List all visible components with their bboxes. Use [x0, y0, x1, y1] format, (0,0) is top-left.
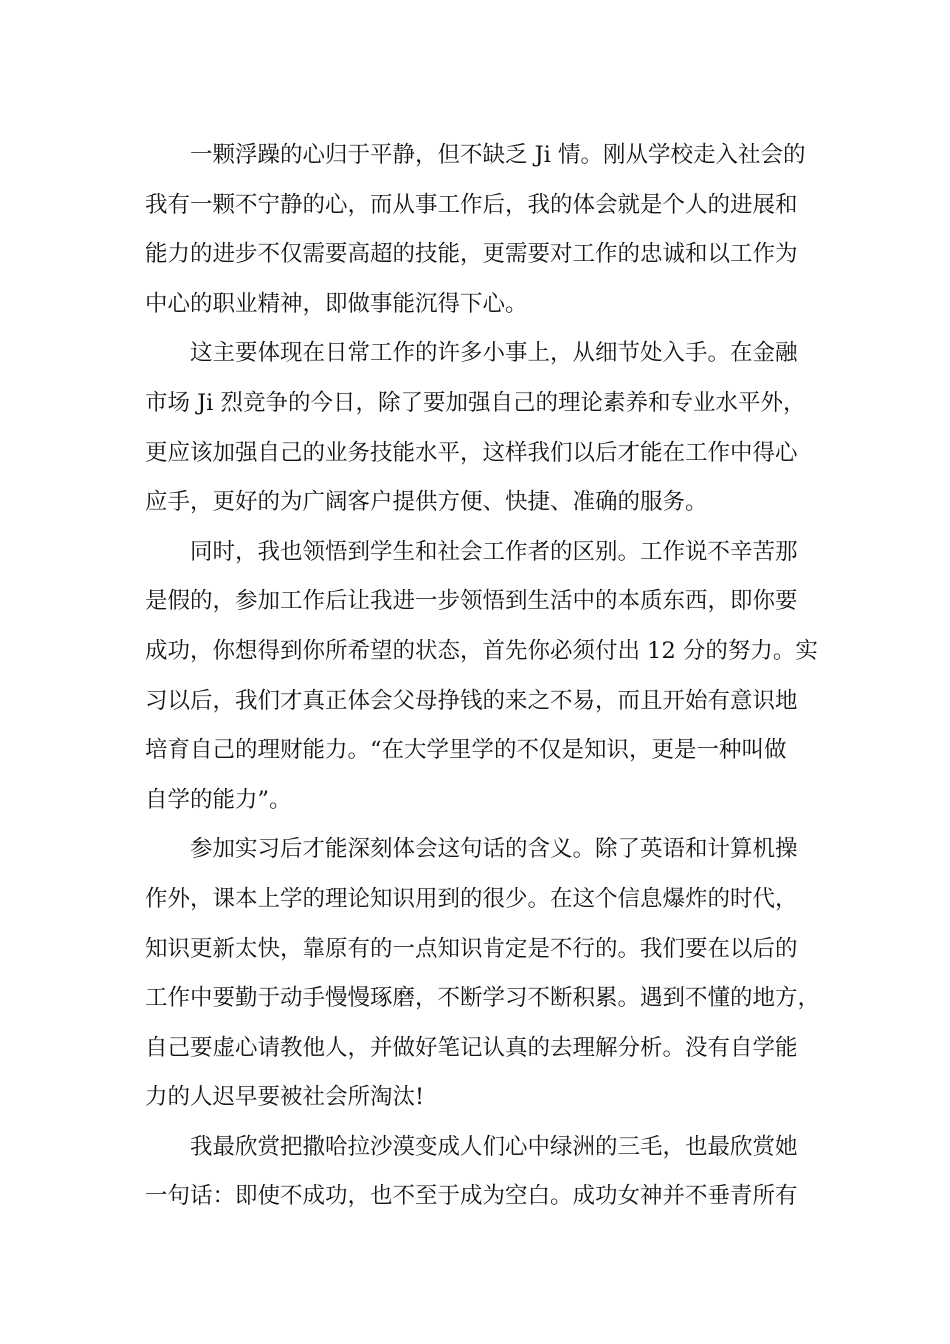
text-line: 中心的职业精神，即做事能沉得下心。	[145, 290, 528, 317]
text-line: 一颗浮躁的心归于平静，但不缺乏 Ji 情。刚从学校走入社会的	[190, 142, 806, 168]
text-line: 习以后，我们才真正体会父母挣钱的来之不易，而且开始有意识地	[145, 687, 798, 714]
text-line: 力的人迟早要被社会所淘汰!	[145, 1084, 425, 1111]
text-line: 市场 Ji 烈竞争的今日，除了要加强自己的理论素养和专业水平外，	[145, 389, 806, 416]
text-line: 工作中要勤于动手慢慢琢磨，不断学习不断积累。遇到不懂的地方，	[145, 985, 821, 1012]
text-line: 是假的，参加工作后让我进一步领悟到生活中的本质东西，即你要	[145, 588, 798, 615]
text-line: 我有一颗不宁静的心，而从事工作后，我的体会就是个人的进展和	[145, 191, 798, 218]
text-line: 参加实习后才能深刻体会这句话的含义。除了英语和计算机操	[190, 836, 798, 863]
text-line: 作外，课本上学的理论知识用到的很少。在这个信息爆炸的时代，	[145, 885, 798, 912]
text-line: 更应该加强自己的业务技能水平，这样我们以后才能在工作中得心	[145, 439, 798, 466]
body-text	[145, 131, 835, 1222]
text-line: 同时，我也领悟到学生和社会工作者的区别。工作说不辛苦那	[190, 538, 798, 565]
text-line: 应手，更好的为广阔客户提供方便、快捷、准确的服务。	[145, 489, 708, 516]
text-line: 我最欣赏把撒哈拉沙漠变成人们心中绿洲的三毛，也最欣赏她	[190, 1133, 798, 1160]
text-line: 这主要体现在日常工作的许多小事上，从细节处入手。在金融	[190, 340, 798, 367]
text-line: 自学的能力”。	[145, 786, 292, 813]
text-line: 成功，你想得到你所希望的状态，首先你必须付出 12 分的努力。实	[145, 637, 818, 664]
text-line: 知识更新太快，靠原有的一点知识肯定是不行的。我们要在以后的	[145, 935, 798, 962]
text-line: 培育自己的理财能力。“在大学里学的不仅是知识，更是一种叫做	[145, 737, 787, 764]
text-line: 自己要虚心请教他人，并做好笔记认真的去理解分析。没有自学能	[145, 1034, 798, 1061]
text-line: 能力的进步不仅需要高超的技能，更需要对工作的忠诚和以工作为	[145, 241, 798, 268]
text-line: 一句话：即使不成功，也不至于成为空白。成功女神并不垂青所有	[145, 1183, 798, 1210]
